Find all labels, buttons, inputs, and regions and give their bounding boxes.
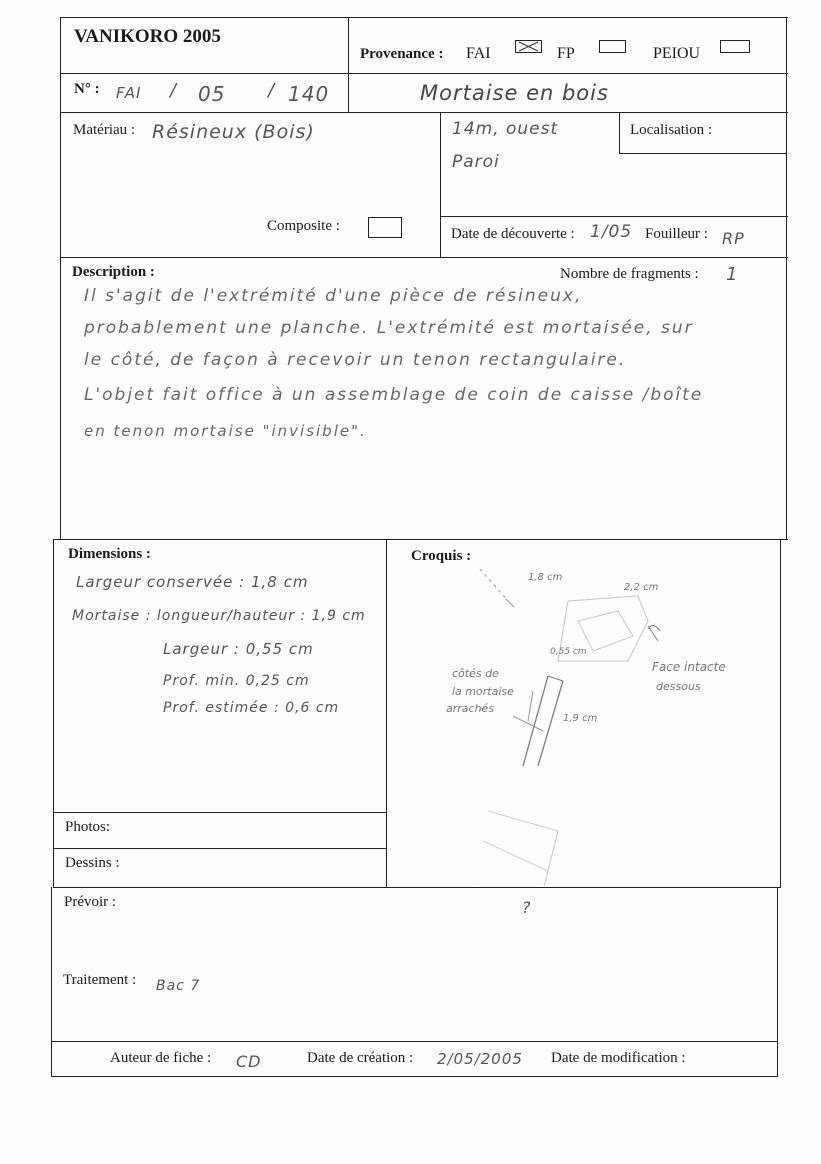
- sketch-annotation-width: 1,8 cm: [528, 572, 563, 583]
- provenance-peiou-label: PEIOU: [653, 45, 701, 62]
- discovery-date-label: Date de découverte :: [451, 226, 575, 242]
- digger-value: RP: [722, 229, 745, 248]
- prevoir-label: Prévoir :: [64, 894, 117, 910]
- provenance-peiou-checkbox[interactable]: [720, 40, 750, 53]
- description-line-4: L'objet fait office à un assemblage de coin de caisse /boîte: [84, 385, 704, 405]
- object-name: Mortaise en bois: [420, 81, 609, 105]
- number-part-2: 05: [198, 82, 226, 106]
- author-label: Auteur de fiche :: [110, 1050, 212, 1066]
- material-label: Matériau :: [73, 122, 136, 138]
- description-line-2: probablement une planche. L'extrémité est mortaisée, sur: [84, 318, 694, 338]
- description-line-5: en tenon mortaise "invisible".: [84, 422, 367, 440]
- sketch-annotation-sides-2: la mortaise: [452, 685, 514, 698]
- dimension-line-2: Mortaise : longueur/hauteur : 1,9 cm: [72, 608, 366, 624]
- material-value: Résineux (Bois): [152, 121, 315, 143]
- composite-checkbox[interactable]: [368, 217, 402, 238]
- dimension-line-1: Largeur conservée : 1,8 cm: [76, 573, 309, 591]
- fragments-label: Nombre de fragments :: [560, 266, 699, 282]
- provenance-fai-checkbox[interactable]: [515, 40, 542, 53]
- dimensions-label: Dimensions :: [68, 546, 151, 562]
- description-line-1: Il s'agit de l'extrémité d'une pièce de résineux,: [84, 286, 583, 306]
- number-sep-2: /: [268, 80, 276, 101]
- checked-cross-icon: [516, 41, 541, 52]
- photos-label: Photos:: [65, 819, 111, 835]
- sketch-annotation-length: 2,2 cm: [624, 582, 659, 593]
- form-title: VANIKORO 2005: [74, 26, 221, 47]
- creation-date-label: Date de création :: [307, 1050, 414, 1066]
- number-label: N° :: [74, 81, 100, 97]
- discovery-date-value: 1/05: [590, 222, 633, 242]
- digger-label: Fouilleur :: [645, 226, 708, 242]
- description-label: Description :: [72, 264, 155, 280]
- dimension-line-4: Prof. min. 0,25 cm: [163, 673, 310, 689]
- composite-label: Composite :: [267, 218, 340, 234]
- dimension-line-3: Largeur : 0,55 cm: [163, 640, 314, 658]
- sketch-annotation-sides-3: arrachés: [446, 702, 495, 715]
- location-note-1: 14m, ouest: [452, 119, 559, 139]
- fragments-value: 1: [726, 264, 739, 285]
- provenance-fp-label: FP: [557, 45, 575, 62]
- modification-date-label: Date de modification :: [551, 1050, 686, 1066]
- number-part-3: 140: [288, 82, 330, 106]
- sketch-annotation-mortise-width: 0,55 cm: [550, 647, 587, 657]
- author-value: CD: [236, 1052, 262, 1071]
- sketch-annotation-face: Face intacte: [652, 660, 726, 674]
- sketch-annotation-sides-1: côtés de: [452, 667, 499, 680]
- sketch-annotation-height: 1,9 cm: [563, 713, 598, 724]
- sketch-annotation-question: ?: [522, 898, 531, 917]
- number-sep-1: /: [170, 80, 178, 101]
- number-part-1: FAI: [116, 84, 142, 102]
- sketch-label: Croquis :: [411, 548, 472, 564]
- provenance-fai-label: FAI: [466, 45, 491, 62]
- description-line-3: le côté, de façon à recevoir un tenon rectangulaire.: [84, 350, 627, 370]
- localisation-label: Localisation :: [630, 122, 713, 138]
- provenance-fp-checkbox[interactable]: [599, 40, 626, 53]
- sketch-annotation-face-2: dessous: [656, 680, 701, 693]
- drawings-label: Dessins :: [65, 855, 120, 871]
- location-note-2: Paroi: [452, 152, 500, 172]
- dimension-line-5: Prof. estimée : 0,6 cm: [163, 700, 340, 716]
- provenance-label: Provenance :: [360, 46, 444, 62]
- treatment-value: Bac 7: [156, 978, 201, 994]
- creation-date-value: 2/05/2005: [437, 1050, 523, 1068]
- treatment-label: Traitement :: [63, 972, 137, 988]
